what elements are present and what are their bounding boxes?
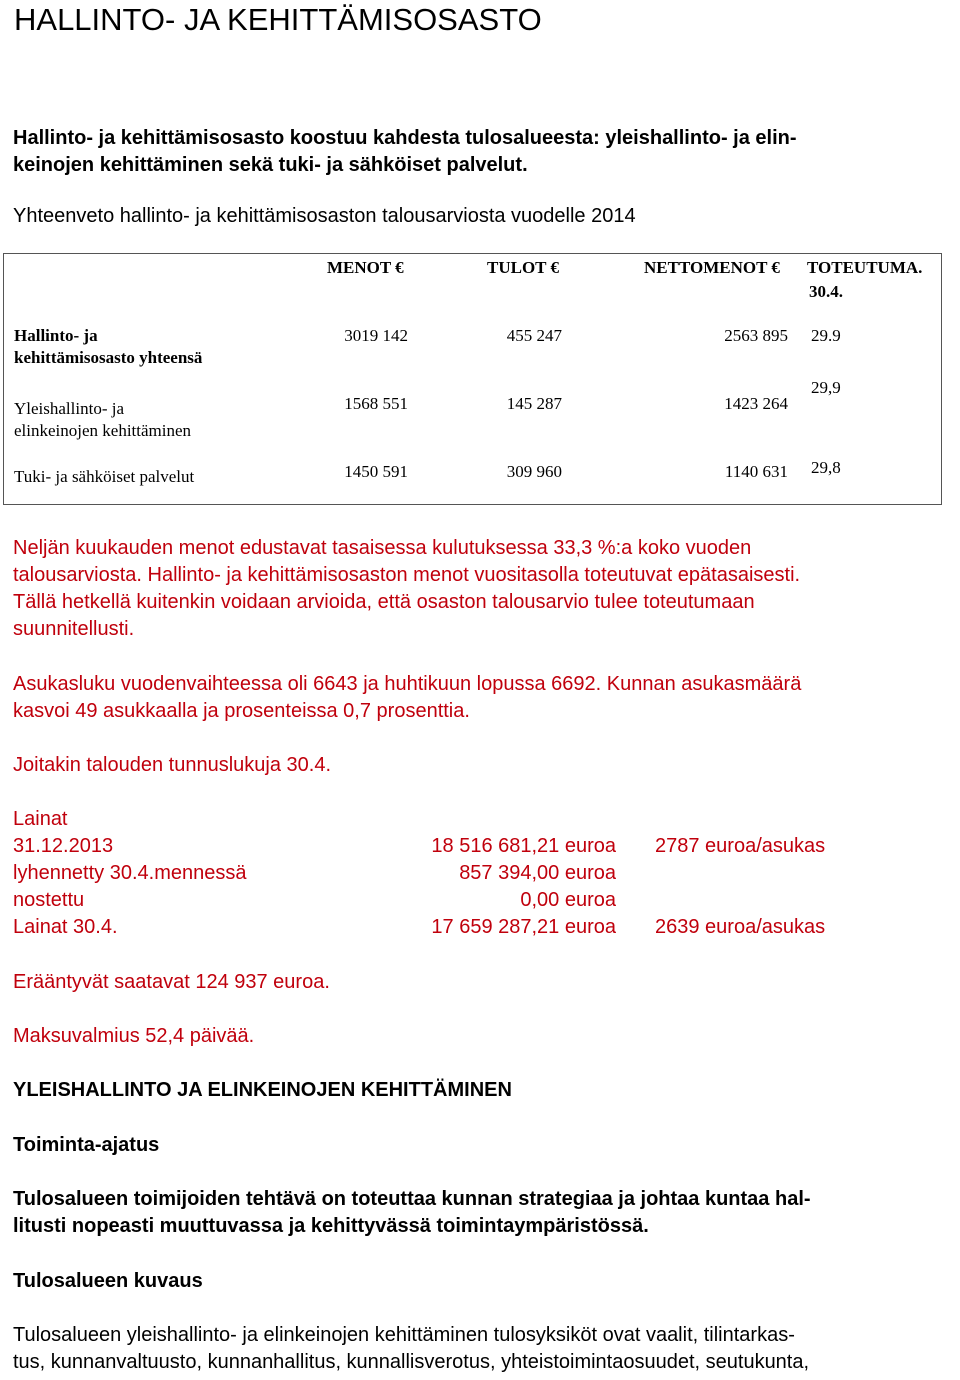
cell-tulot: 455 247: [506, 326, 562, 345]
loan-amount: 18 516 681,21 euroa: [431, 835, 616, 857]
mission-paragraph: [13, 1186, 811, 1240]
receivables-text: Erääntyvät saatavat 124 937 euroa.: [13, 971, 330, 993]
intro-paragraph: [13, 125, 797, 179]
loan-label: nostettu: [13, 889, 85, 911]
row-label: Yleishallinto- ja: [14, 399, 125, 418]
cell-netto: 1423 264: [724, 394, 788, 413]
row-label: Hallinto- ja: [14, 326, 98, 345]
loan-amount: 0,00 euroa: [520, 889, 616, 911]
cell-tulot: 309 960: [506, 462, 562, 481]
cell-netto: 2563 895: [724, 326, 788, 345]
description-paragraph: [13, 1322, 809, 1376]
row-label: kehittämisosasto yhteensä: [14, 348, 203, 367]
row-label: Tuki- ja sähköiset palvelut: [14, 467, 195, 486]
header-tulot: TULOT €: [487, 258, 559, 277]
population-paragraph: [13, 671, 801, 725]
header-nettomenot: NETTOMENOT €: [644, 258, 780, 277]
loan-label: lyhennetty 30.4.mennessä: [13, 862, 247, 884]
cell-menot: 1568 551: [344, 394, 408, 413]
paragraph-line: Tulosalueen yleishallinto- ja elinkeinojen kehittäminen tulosyksiköt ovat vaalit, tilintarkas-: [13, 1324, 795, 1346]
paragraph-line: suunnitellusti.: [13, 618, 135, 640]
summary-title: Yhteenveto hallinto- ja kehittämisosaston talousarviosta vuodelle 2014: [13, 205, 636, 227]
loans-title: Lainat: [13, 808, 68, 830]
description-heading: Tulosalueen kuvaus: [13, 1270, 203, 1292]
paragraph-line: Tulosalueen toimijoiden tehtävä on toteuttaa kunnan strategiaa ja johtaa kuntaa hal-: [13, 1188, 811, 1210]
cell-netto: 1140 631: [724, 462, 788, 481]
loan-amount: 17 659 287,21 euroa: [431, 916, 616, 938]
intro-line: keinojen kehittäminen sekä tuki- ja sähköiset palvelut.: [13, 154, 528, 176]
cell-toteutuma: 29,9: [811, 378, 841, 397]
header-toteutuma-date: 30.4.: [809, 282, 843, 301]
header-menot: MENOT €: [327, 258, 404, 277]
loan-per-resident: 2639 euroa/asukas: [655, 916, 826, 938]
paragraph-line: tus, kunnanvaltuusto, kunnanhallitus, kunnallisverotus, yhteistoimintaosuudet, seutukunta,: [13, 1351, 810, 1373]
loan-label: 31.12.2013: [13, 835, 114, 857]
loan-label: Lainat 30.4.: [13, 916, 118, 938]
spending-paragraph: [13, 535, 800, 643]
paragraph-line: litusti nopeasti muuttuvassa ja kehittyvässä toimintaympäristössä.: [13, 1215, 649, 1237]
paragraph-line: Asukasluku vuodenvaihteessa oli 6643 ja huhtikuun lopussa 6692. Kunnan asukasmäärä: [13, 673, 802, 695]
row-label: elinkeinojen kehittäminen: [14, 421, 192, 440]
key-figures-title: Joitakin talouden tunnuslukuja 30.4.: [13, 754, 332, 776]
loan-amount: 857 394,00 euroa: [459, 862, 616, 884]
cell-menot: 1450 591: [344, 462, 408, 481]
cell-tulot: 145 287: [506, 394, 562, 413]
page-title: HALLINTO- JA KEHITTÄMISOSASTO: [14, 2, 542, 37]
mission-heading: Toiminta-ajatus: [13, 1134, 160, 1156]
header-toteutuma: TOTEUTUMA.: [807, 258, 923, 277]
paragraph-line: Tällä hetkellä kuitenkin voidaan arvioida, että osaston talousarvio tulee toteutumaan: [13, 591, 755, 613]
budget-table: [3, 253, 942, 505]
cell-menot: 3019 142: [344, 326, 408, 345]
section-heading: YLEISHALLINTO JA ELINKEINOJEN KEHITTÄMINEN: [13, 1079, 512, 1101]
cell-toteutuma: 29.9: [811, 326, 841, 345]
paragraph-line: Neljän kuukauden menot edustavat tasaisessa kulutuksessa 33,3 %:a koko vuoden: [13, 537, 752, 559]
intro-line: Hallinto- ja kehittämisosasto koostuu kahdesta tulosalueesta: yleishallinto- ja elin-: [13, 127, 797, 149]
cell-toteutuma: 29,8: [811, 458, 841, 477]
paragraph-line: talousarviosta. Hallinto- ja kehittämisosaston menot vuositasolla toteutuvat epätasaisesti.: [13, 564, 801, 586]
liquidity-text: Maksuvalmius 52,4 päivää.: [13, 1025, 255, 1047]
paragraph-line: kasvoi 49 asukkaalla ja prosenteissa 0,7 prosenttia.: [13, 700, 470, 722]
loan-per-resident: 2787 euroa/asukas: [655, 835, 826, 857]
